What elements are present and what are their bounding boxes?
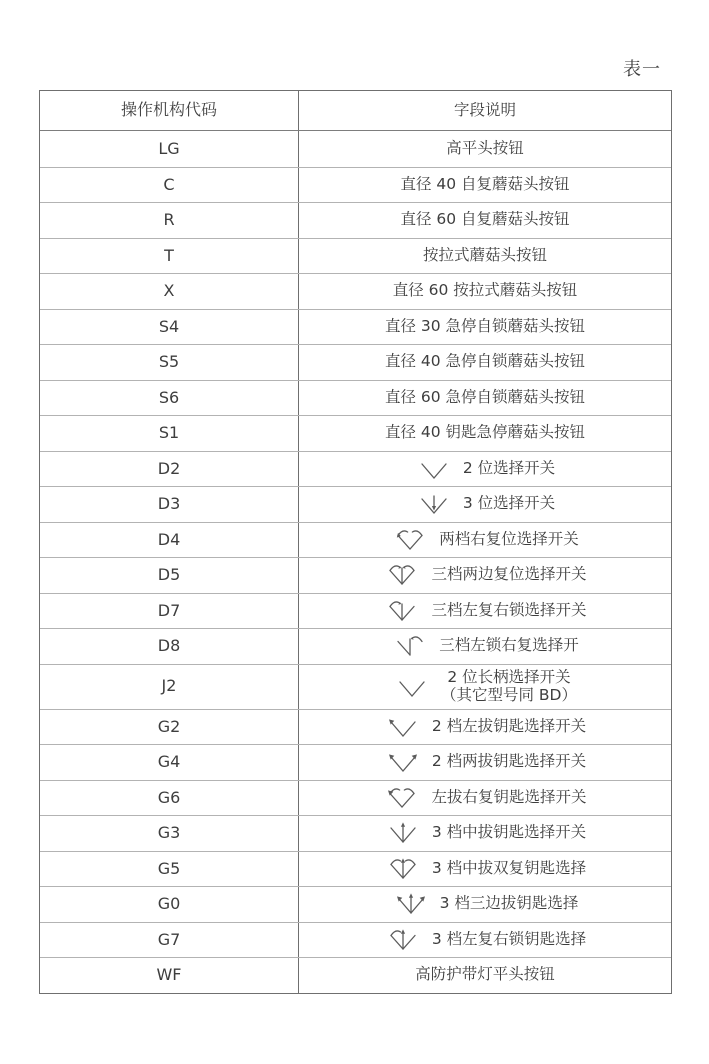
desc-cell xyxy=(299,852,671,887)
desc-cell xyxy=(299,629,671,664)
desc-cell xyxy=(299,781,671,816)
desc-text: 直径 40 钥匙急停蘑菇头按钮 xyxy=(384,423,586,442)
table-row xyxy=(40,922,671,958)
table-header-row xyxy=(40,91,671,131)
table-row xyxy=(40,451,671,487)
code-cell: D5 xyxy=(40,558,299,593)
desc-cell xyxy=(299,745,671,780)
desc-text: 直径 60 按拉式蘑菇头按钮 xyxy=(392,281,578,300)
desc-cell xyxy=(299,452,671,487)
desc-text: 直径 30 急停自锁蘑菇头按钮 xyxy=(384,316,586,335)
key-2pos-both-pull-icon xyxy=(384,750,432,774)
table-row xyxy=(40,957,671,993)
header-desc-column: 字段说明 xyxy=(453,100,516,119)
code-cell: LG xyxy=(40,131,299,167)
desc-cell xyxy=(299,416,671,451)
code-cell: G3 xyxy=(40,816,299,851)
key-left-pull-right-return-icon xyxy=(383,786,431,810)
code-cell: D8 xyxy=(40,629,299,664)
table-row xyxy=(40,415,671,451)
table-row xyxy=(40,780,671,816)
code-cell: WF xyxy=(40,958,299,993)
desc-text: 2 位长柄选择开关 xyxy=(447,667,571,686)
key-3pos-mid-pull-both-return-icon xyxy=(384,857,432,881)
desc-cell xyxy=(299,887,671,922)
desc-cell xyxy=(299,958,671,993)
desc-text: 两档右复位选择开关 xyxy=(439,529,579,548)
code-cell: S1 xyxy=(40,416,299,451)
desc-text: 3 档三边拔钥匙选择 xyxy=(439,894,579,913)
desc-cell xyxy=(299,131,671,167)
desc-text: 2 档两拔钥匙选择开关 xyxy=(431,752,587,771)
code-cell: D3 xyxy=(40,487,299,522)
table-row xyxy=(40,202,671,238)
desc-text: 3 档左复右锁钥匙选择 xyxy=(431,929,587,948)
desc-cell xyxy=(299,523,671,558)
desc-text: 三档两边复位选择开关 xyxy=(431,565,587,584)
desc-cell xyxy=(299,710,671,745)
code-cell: G7 xyxy=(40,923,299,958)
mechanism-code-table xyxy=(39,90,672,994)
desc-cell xyxy=(299,487,671,522)
desc-text: 三档左锁右复选择开 xyxy=(439,636,579,655)
table-row xyxy=(40,486,671,522)
selector-3pos-both-return-icon xyxy=(383,563,431,587)
table-row xyxy=(40,557,671,593)
selector-2pos-icon xyxy=(415,457,463,481)
selector-3pos-right-return-icon xyxy=(391,634,439,658)
code-cell: S6 xyxy=(40,381,299,416)
code-cell: G2 xyxy=(40,710,299,745)
code-cell: J2 xyxy=(40,665,299,709)
code-cell: G0 xyxy=(40,887,299,922)
desc-text: 3 档中拔双复钥匙选择 xyxy=(431,858,587,877)
desc-cell xyxy=(299,310,671,345)
table-row xyxy=(40,344,671,380)
table-row xyxy=(40,380,671,416)
table-row xyxy=(40,238,671,274)
selector-2pos-right-return-icon xyxy=(391,528,439,552)
table-row xyxy=(40,273,671,309)
code-cell: G5 xyxy=(40,852,299,887)
table-row xyxy=(40,628,671,664)
sheet-label: 表一 xyxy=(623,59,661,80)
desc-text: 直径 40 自复蘑菇头按钮 xyxy=(400,174,570,193)
desc-text: 2 位选择开关 xyxy=(462,458,556,477)
desc-text: 三档左复右锁选择开关 xyxy=(431,600,587,619)
desc-text: 高防护带灯平头按钮 xyxy=(415,965,555,984)
table-row xyxy=(40,744,671,780)
desc-text: 3 档中拔钥匙选择开关 xyxy=(431,823,587,842)
desc-cell xyxy=(299,816,671,851)
desc-text: 直径 40 急停自锁蘑菇头按钮 xyxy=(384,352,586,371)
desc-cell xyxy=(299,665,671,709)
desc-cell xyxy=(299,345,671,380)
table-row xyxy=(40,167,671,203)
table-row xyxy=(40,851,671,887)
key-2pos-left-pull-icon xyxy=(384,715,432,739)
desc-cell xyxy=(299,923,671,958)
code-cell: D4 xyxy=(40,523,299,558)
desc-cell xyxy=(299,168,671,203)
code-cell: D2 xyxy=(40,452,299,487)
code-cell: T xyxy=(40,239,299,274)
desc-text: 左拔右复钥匙选择开关 xyxy=(431,787,587,806)
desc-cell xyxy=(299,274,671,309)
table-row xyxy=(40,709,671,745)
desc-cell xyxy=(299,594,671,629)
code-cell: S4 xyxy=(40,310,299,345)
desc-text-line2: （其它型号同 BD） xyxy=(441,685,577,704)
desc-text: 高平头按钮 xyxy=(446,138,524,157)
selector-3pos-icon xyxy=(415,492,463,516)
table-row xyxy=(40,309,671,345)
code-cell: S5 xyxy=(40,345,299,380)
desc-text: 3 位选择开关 xyxy=(462,494,556,513)
desc-text: 直径 60 自复蘑菇头按钮 xyxy=(400,210,570,229)
table-row xyxy=(40,593,671,629)
code-cell: G4 xyxy=(40,745,299,780)
table-row xyxy=(40,886,671,922)
selector-2pos-icon xyxy=(393,675,441,699)
desc-text: 2 档左拔钥匙选择开关 xyxy=(431,716,587,735)
desc-cell xyxy=(299,203,671,238)
selector-3pos-left-return-icon xyxy=(383,599,431,623)
key-3pos-left-return-mid-pull-icon xyxy=(384,928,432,952)
code-cell: R xyxy=(40,203,299,238)
table-row xyxy=(40,815,671,851)
code-cell: G6 xyxy=(40,781,299,816)
code-cell: C xyxy=(40,168,299,203)
table-row xyxy=(40,522,671,558)
code-cell: X xyxy=(40,274,299,309)
header-code-column: 操作机构代码 xyxy=(40,91,299,130)
desc-text: 直径 60 急停自锁蘑菇头按钮 xyxy=(384,387,586,406)
table-row xyxy=(40,664,671,709)
desc-cell xyxy=(299,558,671,593)
key-3pos-mid-pull-icon xyxy=(384,821,432,845)
desc-cell xyxy=(299,381,671,416)
desc-cell xyxy=(299,239,671,274)
desc-text: 按拉式蘑菇头按钮 xyxy=(422,245,547,264)
key-3pos-all-pull-icon xyxy=(392,892,440,916)
table-row xyxy=(40,131,671,167)
code-cell: D7 xyxy=(40,594,299,629)
